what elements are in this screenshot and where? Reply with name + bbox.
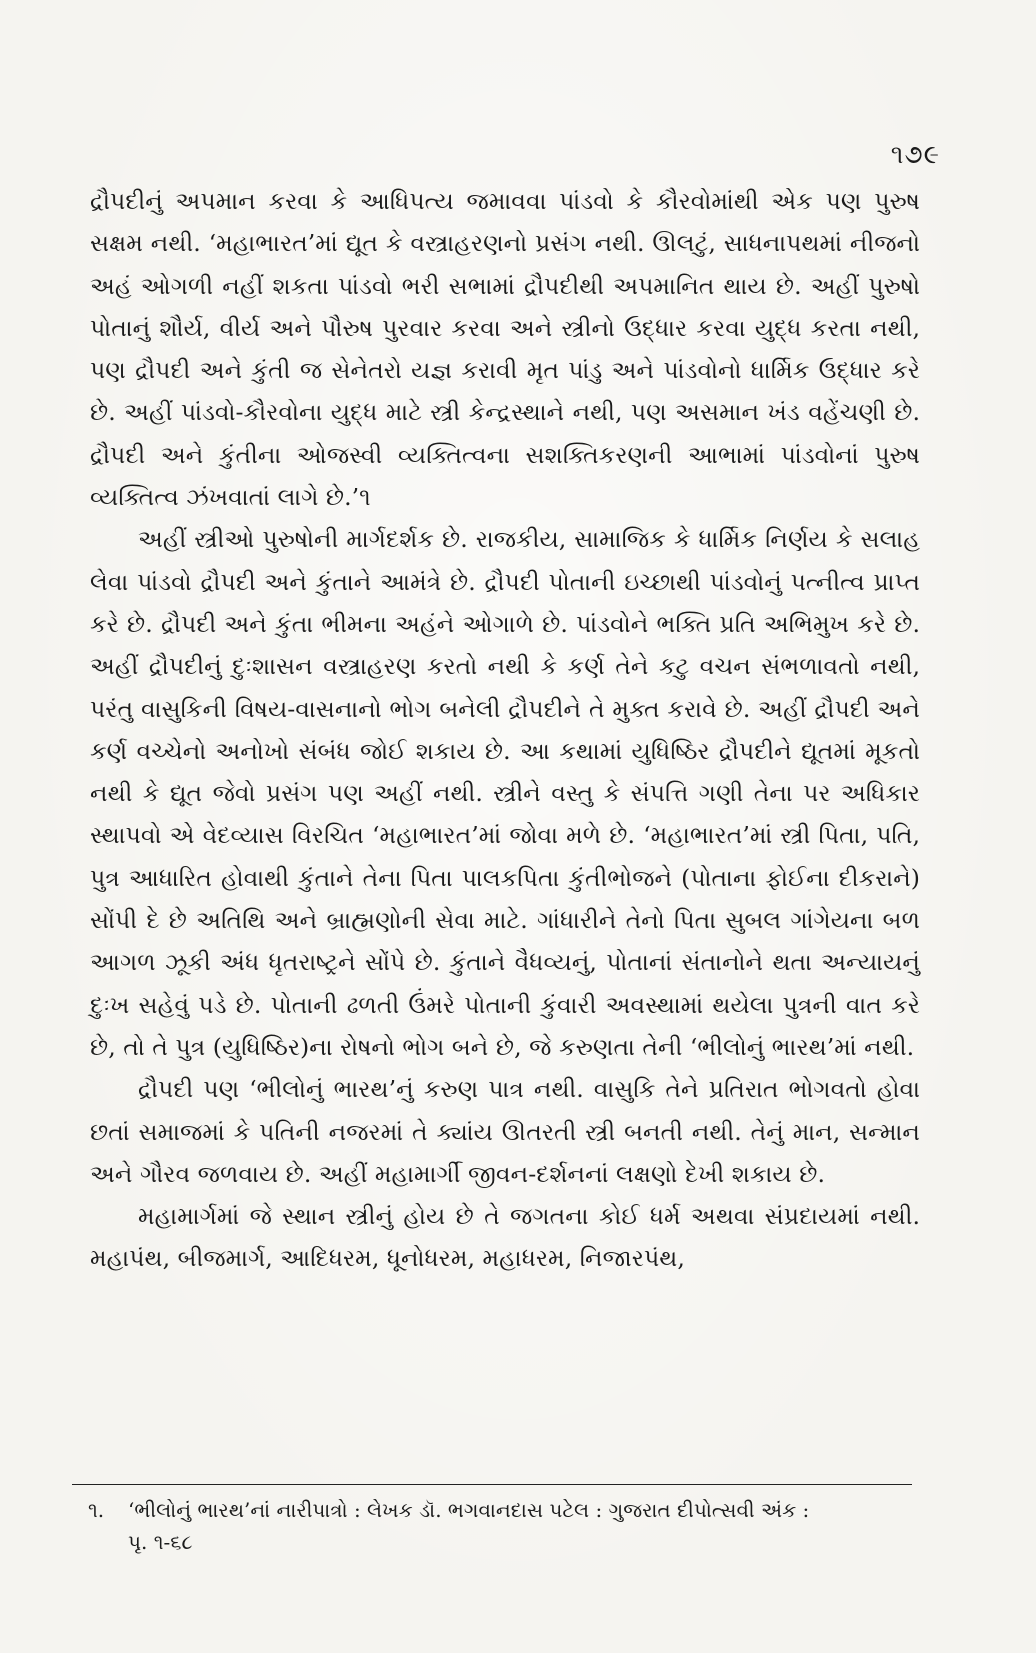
footnote-text: ‘ભીલોનું ભારથ’નાં નારીપાત્રો : લેખક ડૉ. ભગવાનદાસ પટેલ : ગુજરાત દીપોત્સવી અંક : <box>128 1498 810 1522</box>
paragraph-4: મહામાર્ગમાં જે સ્થાન સ્ત્રીનું હોય છે તે જગતના કોઈ ધર્મ અથવા સંપ્રદાયમાં નથી. મહાપંથ, બીજમાર્ગ, આદિધરમ, ધૂનોધરમ, મહાધરમ, નિજારપંથ, <box>90 1202 920 1273</box>
page-number: ૧૭૯ <box>890 140 940 170</box>
footnote-line-1 <box>88 1494 918 1526</box>
paragraph-3: દ્રૌપદી પણ ‘ભીલોનું ભારથ’નું કરુણ પાત્ર નથી. વાસુકિ તેને પ્રતિરાત ભોગવતો હોવા છતાં સમાજમાં કે પતિની નજરમાં તે ક્યાંય ઊતરતી સ્ત્રી બનતી નથી. તેનું માન, સન્માન અને ગૌરવ જળવાય છે. અહીં મહામાર્ગી જીવન-દર્શનનાં લક્ષણો દેખી શકાય છે. <box>90 1075 920 1188</box>
footnote <box>88 1494 918 1558</box>
footnote-line-2: પૃ. ૧-૬૮ <box>128 1530 193 1554</box>
footnote-divider <box>72 1484 912 1485</box>
footnote-marker: ૧. <box>88 1498 105 1522</box>
paragraph-2: અહીં સ્ત્રીઓ પુરુષોની માર્ગદર્શક છે. રાજકીય, સામાજિક કે ધાર્મિક નિર્ણય કે સલાહ લેવા પાંડવો દ્રૌપદી અને કુંતાને આમંત્રે છે. દ્રૌપદી પોતાની ઇચ્છાથી પાંડવોનું પત્નીત્વ પ્રાપ્ત કરે છે. દ્રૌપદી અને કુંતા ભીમના અહંને ઓગાળે છે. પાંડવોને ભક્તિ પ્રતિ અભિમુખ કરે છે. અહીં દ્રૌપદીનું દુઃશાસન વસ્ત્રાહરણ કરતો નથી કે કર્ણ તેને કટુ વચન સંભળાવતો નથી, પરંતુ વાસુકિની વિષય-વાસનાનો ભોગ બનેલી દ્રૌપદીને તે મુક્ત કરાવે છે. અહીં દ્રૌપદી અને કર્ણ વચ્ચેનો અનોખો સંબંધ જોઈ શકાય છે. આ કથામાં યુધિષ્ઠિર દ્રૌપદીને દ્યૂતમાં મૂકતો નથી કે દ્યૂત જેવો પ્રસંગ પણ અહીં નથી. સ્ત્રીને વસ્તુ કે સંપત્તિ ગણી તેના પર અધિકાર સ્થાપવો એ વેદવ્યાસ વિરચિત ‘મહાભારત’માં જોવા મળે છે. ‘મહાભારત’માં સ્ત્રી પિતા, પતિ, પુત્ર આધારિત હોવાથી કુંતાને તેના પિતા પાલકપિતા કુંતીભોજને (પોતાના ફોઈના દીકરાને) સોંપી દે છે અતિથિ અને બ્રાહ્મણોની સેવા માટે. ગાંધારીને તેનો પિતા સુબલ ગાંગેયના બળ આગળ ઝૂકી અંધ ધૃતરાષ્ટ્રને સોંપે છે. કુંતાને વૈધવ્યનું, પોતાનાં સંતાનોને થતા અન્યાયનું દુઃખ સહેવું પડે છે. પોતાની ઢળતી ઉંમરે પોતાની કુંવારી અવસ્થામાં થયેલા પુત્રની વાત કરે છે, તો તે પુત્ર (યુધિષ્ઠિર)ના રોષનો ભોગ બને છે, જે કરુણતા તેની ‘ભીલોનું ભારથ’માં નથી. <box>90 525 920 1061</box>
paragraph-1: દ્રૌપદીનું અપમાન કરવા કે આધિપત્ય જમાવવા પાંડવો કે કૌરવોમાંથી એક પણ પુરુષ સક્ષમ નથી. ‘મહાભારત’માં દ્યૂત કે વસ્ત્રાહરણનો પ્રસંગ નથી. ઊલટું, સાધનાપથમાં નીજનો અહં ઓગળી નહીં શકતા પાંડવો ભરી સભામાં દ્રૌપદીથી અપમાનિત થાય છે. અહીં પુરુષો પોતાનું શૌર્ય, વીર્ય અને પૌરુષ પુરવાર કરવા અને સ્ત્રીનો ઉદ્ધાર કરવા યુદ્ધ કરતા નથી, પણ દ્રૌપદી અને કુંતી જ સેનેતરો યજ્ઞ કરાવી મૃત પાંડુ અને પાંડવોનો ધાર્મિક ઉદ્ધાર કરે છે. અહીં પાંડવો-કૌરવોના યુદ્ધ માટે સ્ત્રી કેન્દ્રસ્થાને નથી, પણ અસમાન ખંડ વહેંચણી છે. દ્રૌપદી અને કુંતીના ઓજસ્વી વ્યક્તિત્વના સશક્તિકરણની આભામાં પાંડવોનાં પુરુષ વ્યક્તિત્વ ઝંખવાતાં લાગે છે.’૧ <box>90 187 920 512</box>
body-text <box>90 180 920 1280</box>
